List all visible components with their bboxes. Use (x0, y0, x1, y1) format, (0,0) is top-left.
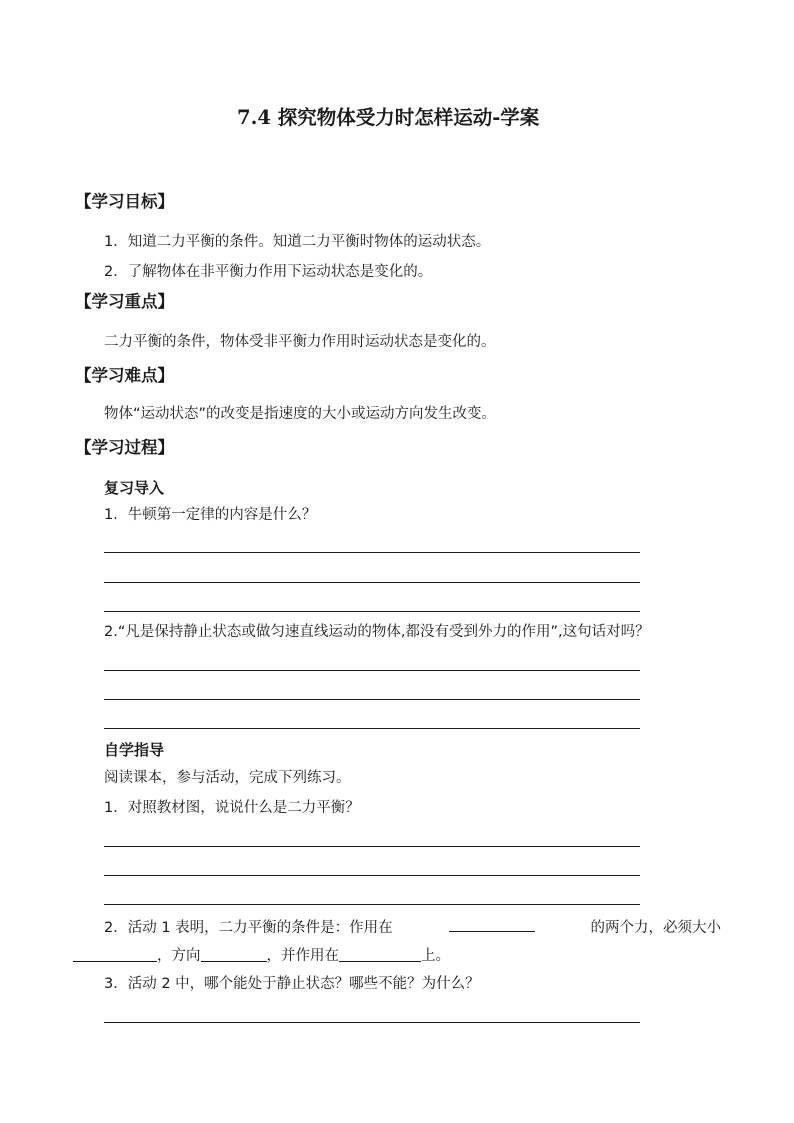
answer-line (104, 846, 640, 847)
fill-blank-2[interactable] (73, 947, 157, 962)
review-subheading: 复习导入 (104, 479, 165, 497)
self-study-question-1: 1．对照教材图，说说什么是二力平衡？ (104, 800, 360, 816)
q2-text-part-4: ，并作用在 (266, 948, 339, 964)
goal-item-2: 2．了解物体在非平衡力作用下运动状态是变化的。 (104, 264, 433, 280)
q2-text-part-1: 2．活动 1 表明，二力平衡的条件是：作用在 (104, 920, 393, 936)
fill-blank-4[interactable] (339, 947, 421, 962)
answer-line (104, 611, 640, 612)
goal-item-1: 1．知道二力平衡的条件。知道二力平衡时物体的运动状态。 (104, 234, 491, 250)
answer-line (104, 904, 640, 905)
key-points-heading: 【学习重点】 (75, 292, 174, 311)
answer-line (104, 728, 640, 729)
fill-blank-1[interactable] (449, 917, 535, 932)
self-study-subheading: 自学指导 (104, 741, 165, 759)
q2-text-part-5: 上。 (421, 948, 450, 964)
answer-line (104, 552, 640, 553)
answer-line (104, 699, 640, 700)
q2-text-part-2: 的两个力，必须大小 (590, 920, 721, 936)
self-study-question-3: 3．活动 2 中，哪个能处于静止状态？哪些不能？为什么？ (104, 976, 480, 992)
goals-heading: 【学习目标】 (75, 192, 174, 211)
difficulties-text: 物体“运动状态”的改变是指速度的大小或运动方向发生改变。 (104, 406, 497, 422)
self-study-question-2-line-2 (73, 947, 450, 965)
answer-line (104, 582, 640, 583)
fill-blank-3[interactable] (201, 947, 267, 962)
self-study-intro: 阅读课本，参与活动，完成下列练习。 (104, 770, 351, 786)
answer-line (104, 1022, 640, 1023)
process-heading: 【学习过程】 (75, 438, 174, 457)
answer-line (104, 875, 640, 876)
self-study-question-2-line-1 (104, 917, 721, 937)
review-question-1: 1．牛顿第一定律的内容是什么？ (104, 507, 317, 523)
key-points-text: 二力平衡的条件，物体受非平衡力作用时运动状态是变化的。 (104, 334, 496, 350)
review-question-2: 2.“凡是保持静止状态或做匀速直线运动的物体,都没有受到外力的作用”,这句话对吗？ (104, 624, 650, 640)
answer-line (104, 670, 640, 671)
difficulties-heading: 【学习难点】 (75, 366, 174, 385)
document-title: 7.4 探究物体受力时怎样运动-学案 (237, 106, 540, 129)
q2-text-part-3: ，方向 (157, 948, 201, 964)
